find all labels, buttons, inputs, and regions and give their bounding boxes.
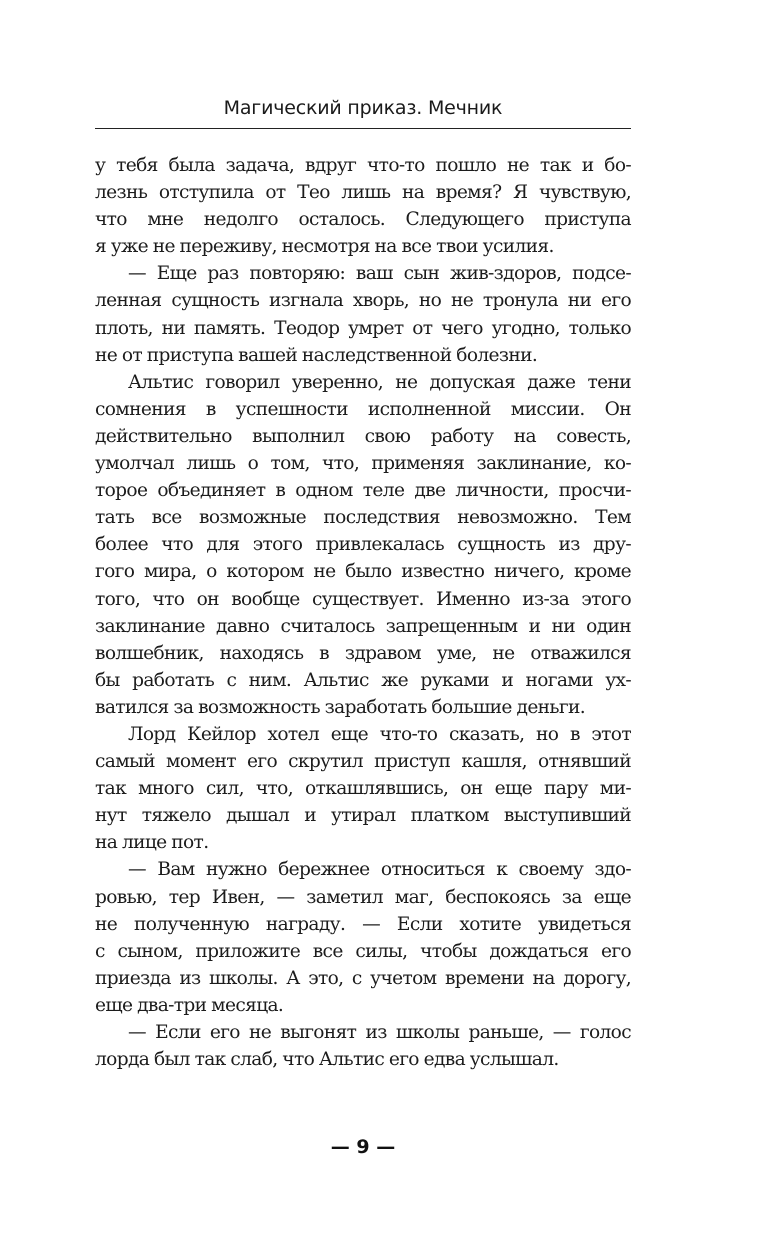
paragraph — [95, 721, 631, 856]
text-line: — Еще раз повторяю: ваш сын жив-здоров, подсе- — [128, 263, 631, 285]
text-line: лорда был так слаб, что Альтис его едва услышал. — [95, 1049, 559, 1071]
text-line: с сыном, приложите все силы, чтобы дождаться его — [95, 940, 631, 962]
paragraph — [95, 856, 631, 1019]
paragraph — [95, 260, 631, 368]
paragraph — [95, 1019, 631, 1073]
text-line: приезда из школы. А это, с учетом времени на дорогу, — [95, 967, 631, 989]
paragraph — [95, 152, 631, 260]
text-line: что мне недолго осталось. Следующего приступа — [95, 209, 631, 231]
header-rule — [95, 128, 631, 129]
text-line: сомнения в успешности исполненной миссии. Он — [95, 398, 631, 420]
text-line: умолчал лишь о том, что, применяя заклинание, ко- — [95, 453, 631, 475]
text-line: самый момент его скрутил приступ кашля, отнявший — [95, 751, 631, 773]
text-line: Альтис говорил уверенно, не допуская даже тени — [128, 371, 631, 393]
text-line: на лице пот. — [95, 832, 209, 854]
text-line: лезнь отступила от Тео лишь на время? Я чувствую, — [95, 182, 631, 204]
text-line: бы работать с ним. Альтис же руками и ногами ух- — [95, 669, 631, 691]
body-text — [95, 152, 631, 1073]
text-line: Лорд Кейлор хотел еще что-то сказать, но в этот — [128, 723, 631, 745]
page-number: — 9 — — [330, 1136, 396, 1158]
running-title: Магический приказ. Мечник — [223, 97, 503, 119]
text-line: тать все возможные последствия невозможно. Тем — [95, 507, 631, 529]
text-line: ватился за возможность заработать большие деньги. — [95, 696, 585, 718]
text-line: еще два-три месяца. — [95, 994, 284, 1016]
text-line: я уже не переживу, несмотря на все твои усилия. — [95, 236, 554, 258]
text-line: — Вам нужно бережнее относиться к своему здо- — [128, 859, 631, 881]
text-line: не полученную награду. — Если хотите увидеться — [95, 913, 631, 935]
text-line: плоть, ни память. Теодор умрет от чего угодно, только — [95, 317, 631, 339]
text-line: заклинание давно считалось запрещенным и ни один — [95, 615, 631, 637]
text-line: того, что он вообще существует. Именно из-за этого — [95, 588, 631, 610]
text-line: действительно выполнил свою работу на совесть, — [95, 425, 631, 447]
text-line: ровью, тер Ивен, — заметил маг, беспокоясь за еще — [95, 886, 631, 908]
text-line: ленная сущность изгнала хворь, но не тронула ни его — [95, 290, 631, 312]
text-line: не от приступа вашей наследственной болезни. — [95, 344, 538, 366]
text-line: у тебя была задача, вдруг что-то пошло не так и бо- — [95, 155, 631, 176]
text-line: волшебник, находясь в здравом уме, не отважился — [95, 642, 631, 664]
text-line: гого мира, о котором не было известно ничего, кроме — [95, 561, 631, 583]
text-line: — Если его не выгонят из школы раньше, — голос — [128, 1022, 631, 1043]
text-line: нут тяжело дышал и утирал платком выступивший — [95, 805, 631, 827]
text-line: так много сил, что, откашлявшись, он еще пару ми- — [95, 778, 631, 800]
text-line: торое объединяет в одном теле две личности, просчи- — [95, 480, 631, 502]
paragraph — [95, 369, 631, 721]
text-line: более что для этого привлекалась сущность из дру- — [95, 534, 631, 556]
